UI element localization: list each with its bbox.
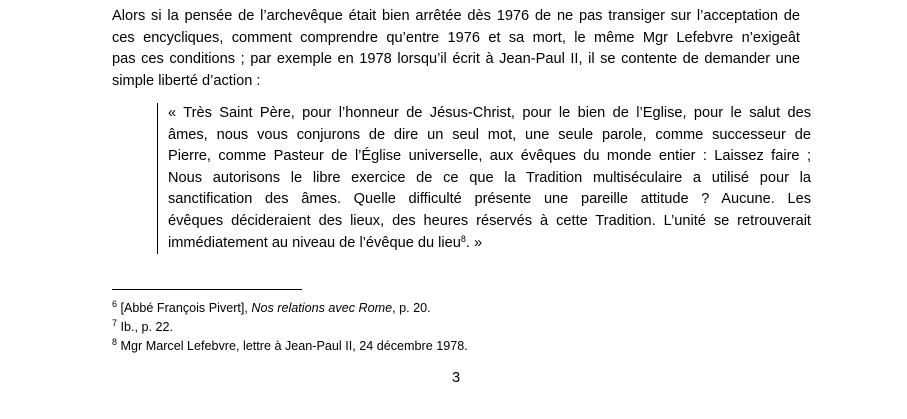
footnote-text-after: , p. 20. bbox=[392, 301, 431, 315]
quote-line: Pierre, comme Pasteur de l’Église universelle, aux évêques du monde entier : Laissez faire ; bbox=[168, 148, 811, 165]
footnote-text: Mgr Marcel Lefebvre, lettre à Jean-Paul II, 24 décembre 1978. bbox=[120, 339, 468, 353]
body-paragraph bbox=[112, 6, 800, 92]
footnote-text: Ib., p. 22. bbox=[120, 320, 174, 334]
footnote-number: 8 bbox=[112, 337, 118, 347]
footnote-text: [Abbé François Pivert], bbox=[120, 301, 252, 315]
footnote-7 bbox=[112, 318, 468, 337]
quote-line: sanctification des âmes. Quelle difficulté présente une pareille attitude ? Aucune. Les bbox=[168, 191, 811, 208]
footnotes bbox=[112, 299, 468, 356]
footnote-title: Nos relations avec Rome bbox=[251, 301, 393, 315]
block-quote bbox=[157, 103, 811, 254]
footnote-number: 7 bbox=[112, 318, 118, 328]
footnote-8 bbox=[112, 337, 468, 356]
footnote-separator bbox=[112, 289, 302, 290]
page-number: 3 bbox=[452, 370, 461, 386]
footnote-number: 6 bbox=[112, 299, 118, 309]
footnote-ref[interactable]: 8 bbox=[460, 233, 466, 244]
body-line: simple liberté d’action : bbox=[112, 72, 261, 89]
body-line: pas ces conditions ; par exemple en 1978 lorsqu’il écrit à Jean-Paul II, il se contente de demander une bbox=[112, 51, 800, 68]
body-line: ces encycliques, comment comprendre qu’entre 1976 et sa mort, le même Mgr Lefebvre n’exigeât bbox=[112, 29, 800, 46]
quote-last-line bbox=[168, 233, 811, 255]
quote-closing: . » bbox=[465, 234, 483, 251]
quote-line: évêques décideraient des lieux, des heures réservés à cette Tradition. L’unité se retrouverait bbox=[168, 212, 811, 229]
quote-line: Nous autorisons le libre exercice de ce que la Tradition multiséculaire a utilisé pour la bbox=[168, 169, 811, 186]
footnote-6 bbox=[112, 299, 468, 318]
quote-line: « Très Saint Père, pour l’honneur de Jésus-Christ, pour le bien de l’Eglise, pour le salut des bbox=[168, 105, 811, 121]
quote-line: âmes, nous vous conjurons de dire un seul mot, une seule parole, comme successeur de bbox=[168, 126, 811, 143]
quote-line-text: immédiatement au niveau de l’évêque du lieu bbox=[168, 234, 461, 251]
body-line: Alors si la pensée de l’archevêque était bien arrêtée dès 1976 de ne pas transiger sur l’acceptation de bbox=[112, 8, 800, 24]
